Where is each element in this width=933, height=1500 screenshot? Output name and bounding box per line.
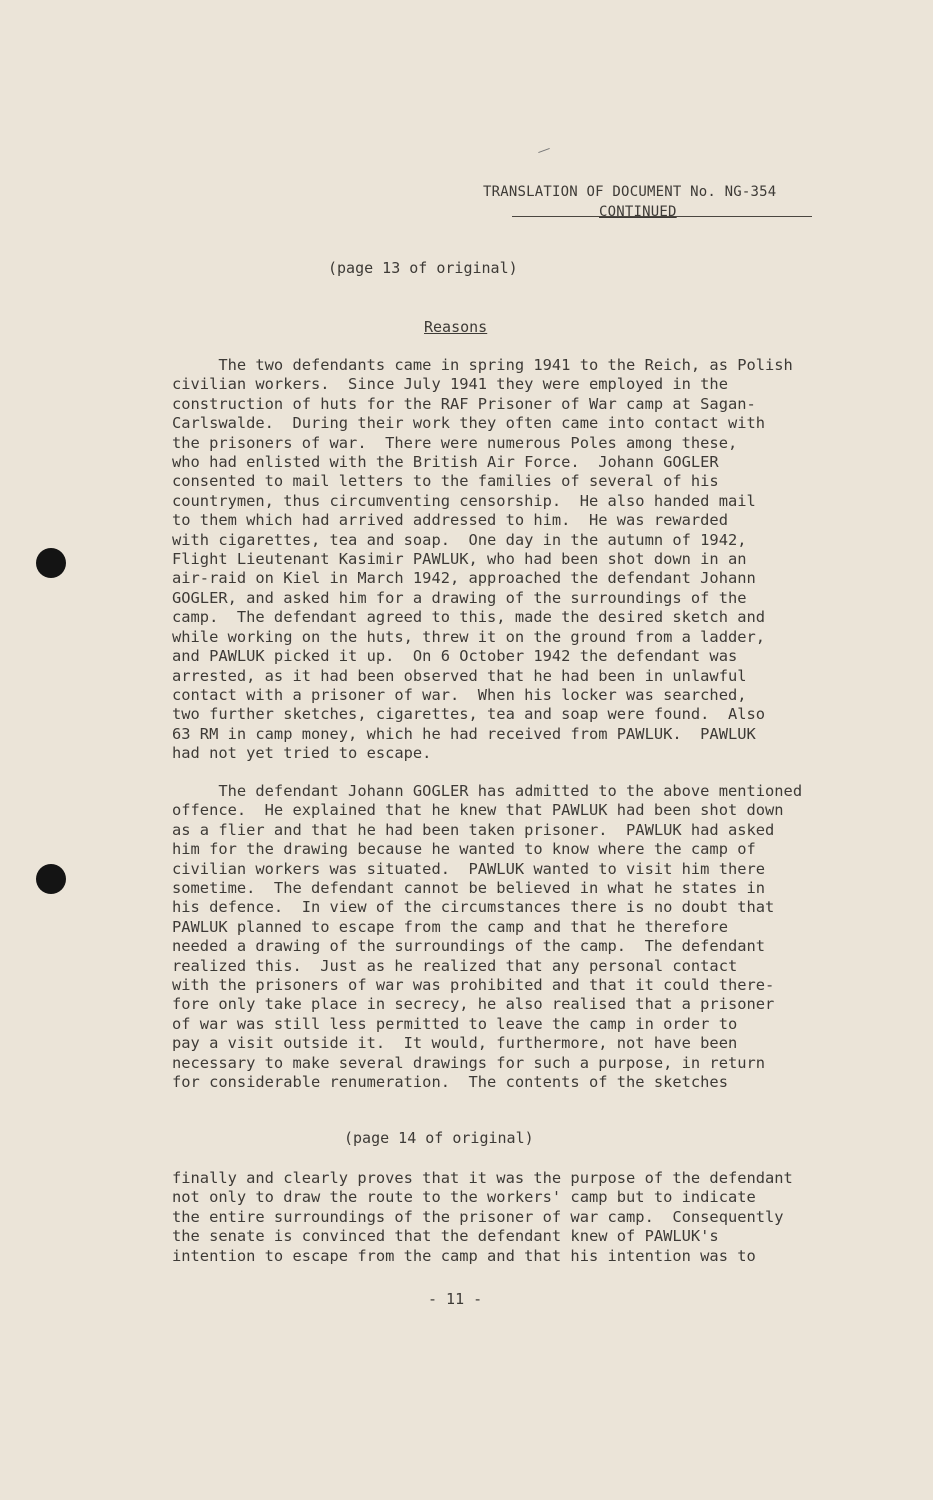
section-heading: Reasons: [424, 318, 488, 336]
page-reference-mid: (page 14 of original): [344, 1129, 534, 1147]
paragraph-3: finally and clearly proves that it was the purpose of the defendant not only to draw the route to the workers' camp but to indicate the entire surroundings of the prisoner of war camp. Consequently the senate is convinced that the defendant knew of PAWLUK's intention to escape from the camp and that his intention was to: [172, 1169, 793, 1265]
page-number: - 11 -: [428, 1290, 483, 1308]
paragraph-2: The defendant Johann GOGLER has admitted to the above mentioned offence. He explained that he knew that PAWLUK had been shot down as a flier and that he had been taken prisoner. PAWLUK had asked him for the drawing because he wanted to know where the camp of civilian workers was situated. PAWLUK wanted to visit him there sometime. The defendant cannot be believed in what he states in his defence. In view of the circumstances there is no doubt that PAWLUK planned to escape from the camp and that he therefore needed a drawing of the surroundings of the camp. The defendant realized this. Just as he realized that any personal contact with the prisoners of war was prohibited and that it could there- fore only take place in secrecy, he also realised that a prisoner of war was still less permitted to leave the camp in order to pay a visit outside it. It would, furthermore, not have been necessary to make several drawings for such a purpose, in return for considerable renumeration. The contents of the sketches: [172, 782, 803, 1092]
punch-hole-top: [36, 548, 66, 578]
page-reference-top: (page 13 of original): [328, 259, 518, 277]
header-title: TRANSLATION OF DOCUMENT No. NG-354: [483, 184, 777, 200]
paragraph-1: The two defendants came in spring 1941 to the Reich, as Polish civilian workers. Since July 1941 they were employed in the construction of huts for the RAF Prisoner of War camp at Sagan- Carlswalde. During their work they often came into contact with the prisoners of war. There were numerous Poles among these, who had enlisted with the British Air Force. Johann GOGLER consented to mail letters to the families of several of his countrymen, thus circumventing censorship. He also handed mail to them which had arrived addressed to him. He was rewarded with cigarettes, tea and soap. One day in the autumn of 1942, Flight Lieutenant Kasimir PAWLUK, who had been shot down in an air-raid on Kiel in March 1942, approached the defendant Johann GOGLER, and asked him for a drawing of the surroundings of the camp. The defendant agreed to this, made the desired sketch and while working on the huts, threw it on the ground from a ladder, and PAWLUK picked it up. On 6 October 1942 the defendant was arrested, as it had been observed that he had been in unlawful contact with a prisoner of war. When his locker was searched, two further sketches, cigarettes, tea and soap were found. Also 63 RM in camp money, which he had received from PAWLUK. PAWLUK had not yet tried to escape.: [172, 356, 793, 763]
punch-hole-bottom: [36, 864, 66, 894]
pencil-mark: [538, 148, 550, 153]
header-rule: [512, 216, 812, 217]
header-continued: CONTINUED: [599, 204, 677, 220]
